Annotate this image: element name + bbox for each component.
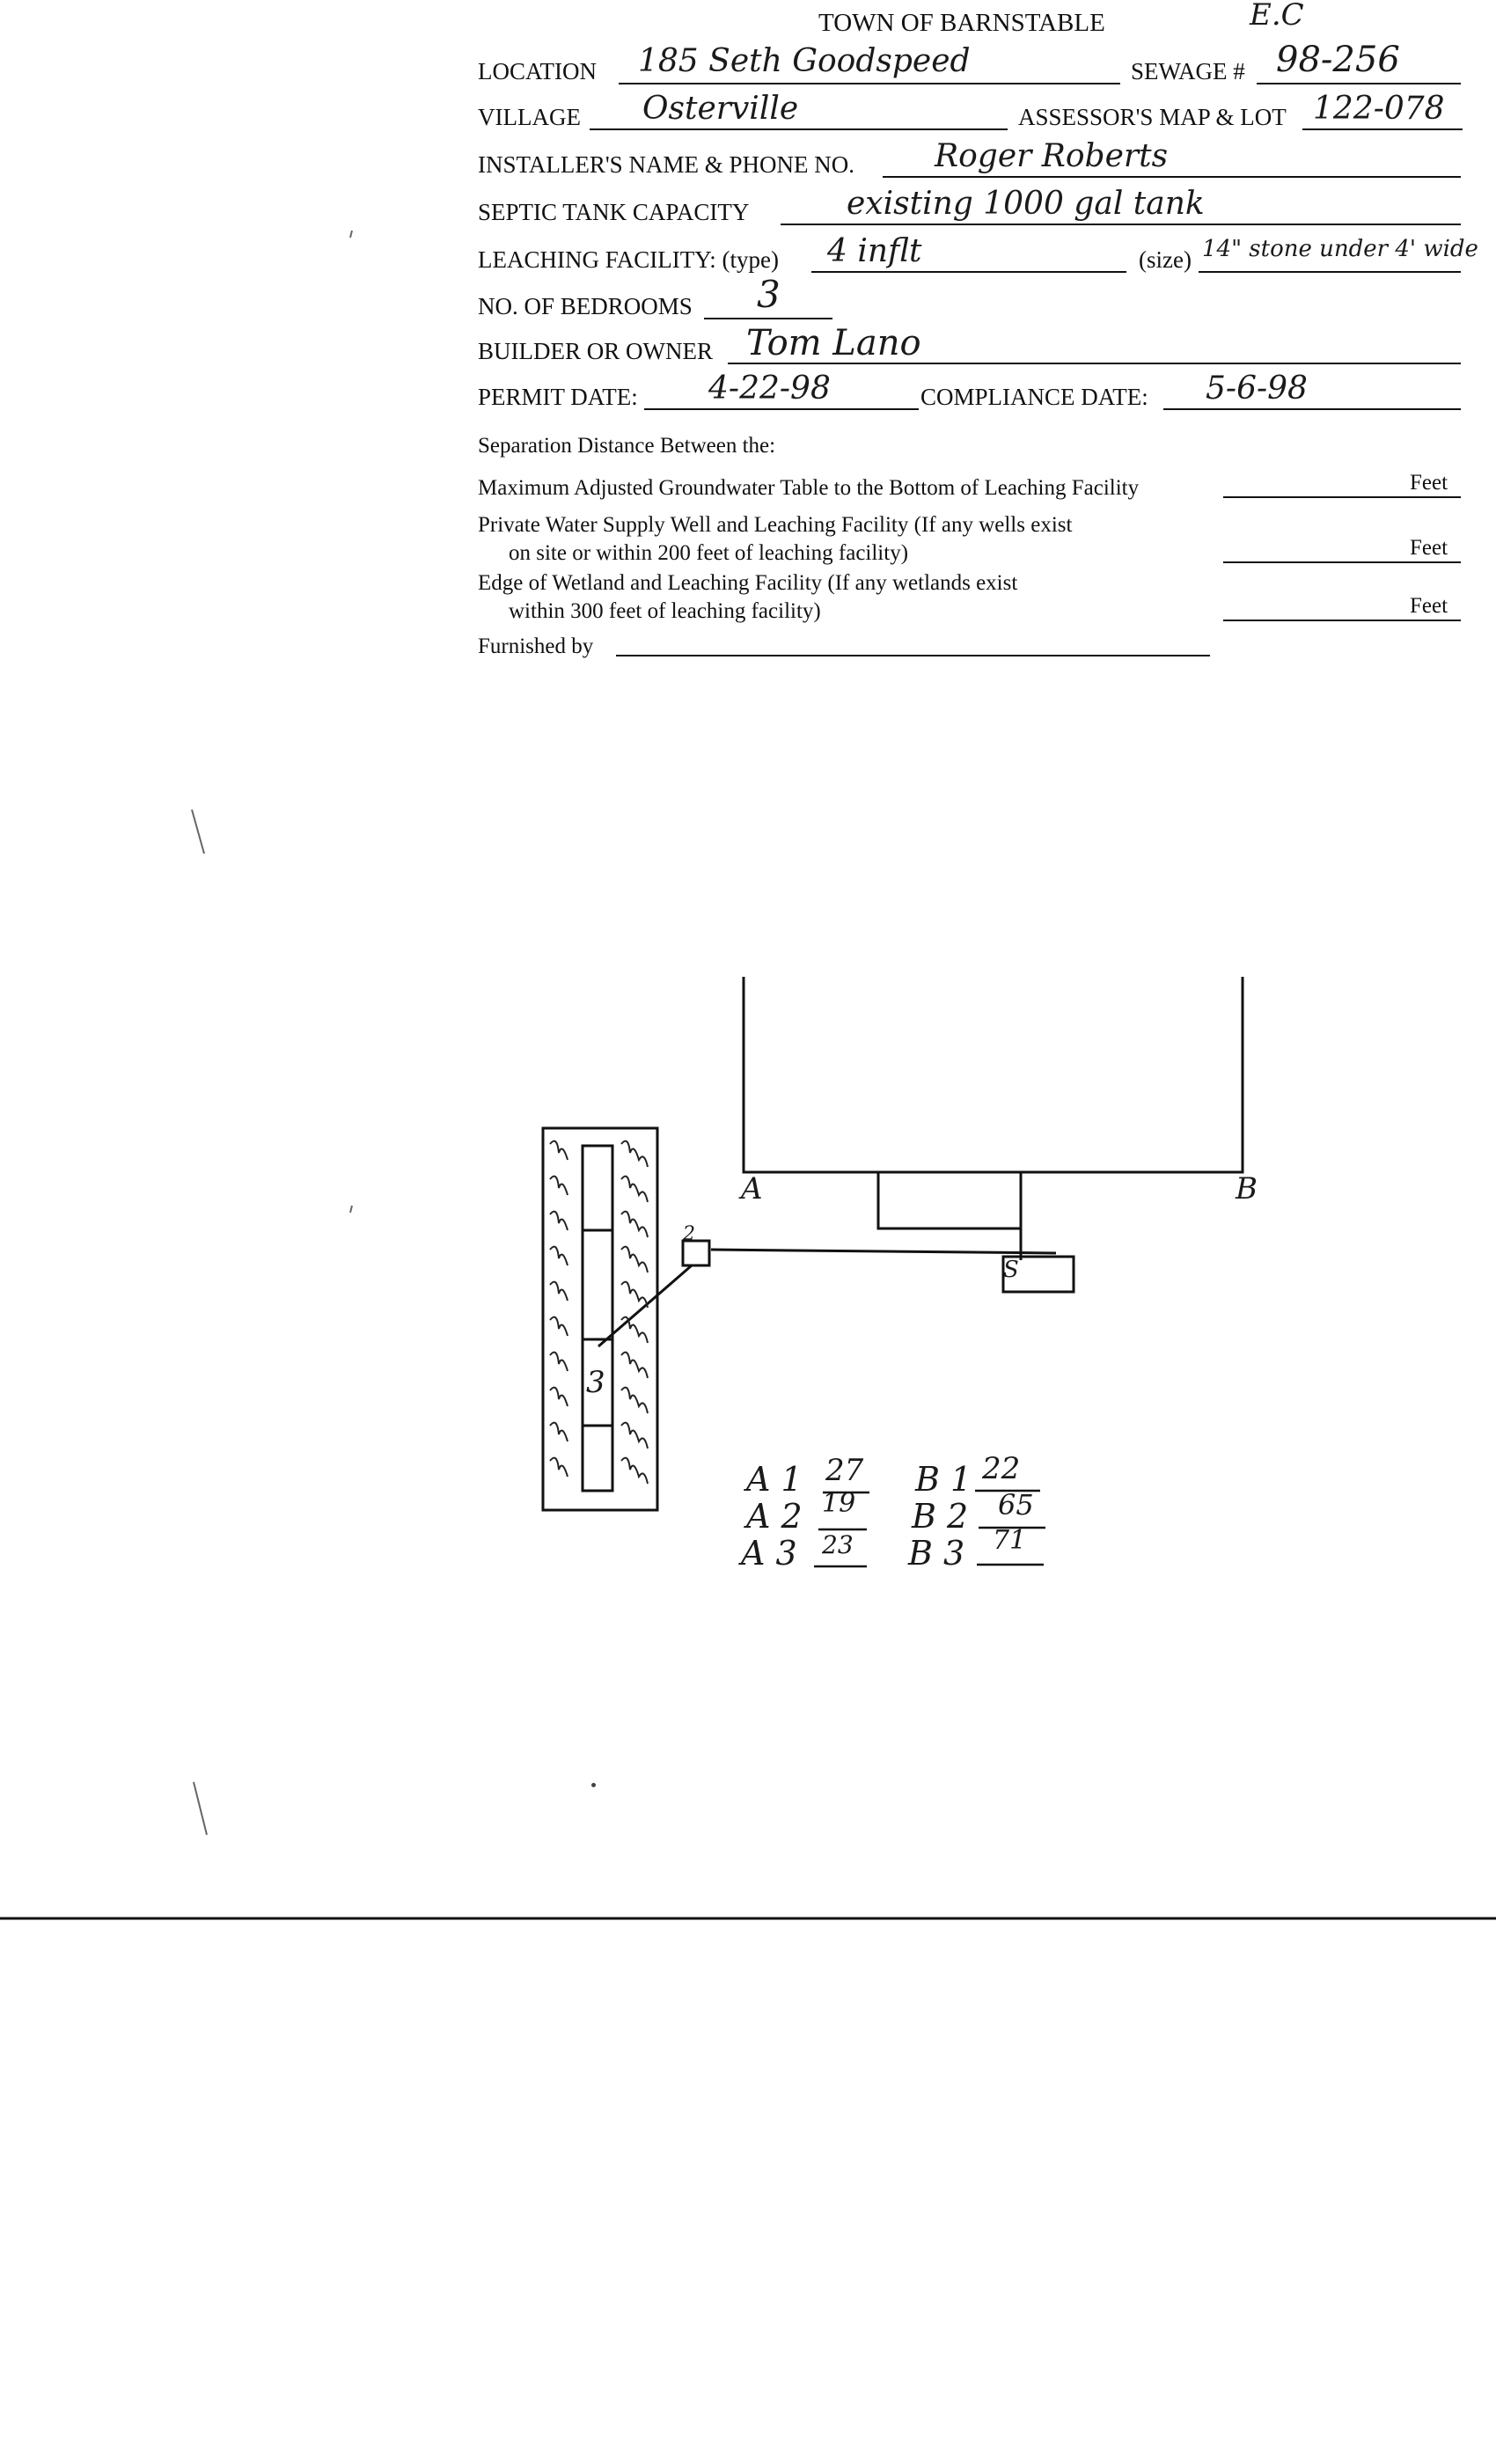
stone-hatching <box>550 1141 648 1484</box>
village-label: VILLAGE <box>478 104 581 130</box>
corner-a-label: A <box>741 1171 763 1206</box>
leaching-type-value[interactable]: 4 inflt <box>827 233 922 269</box>
measure-b3-value: 71 <box>993 1525 1027 1556</box>
bedrooms-label: NO. OF BEDROOMS <box>478 293 693 319</box>
separation-row1-text: Maximum Adjusted Groundwater Table to the Bottom of Leaching Facility <box>478 476 1140 500</box>
leaching-type-label: LEACHING FACILITY: (type) <box>478 246 779 273</box>
dbox-label: 2 <box>683 1223 695 1245</box>
location-value[interactable]: 185 Seth Goodspeed <box>638 43 971 79</box>
measure-a1-value: 27 <box>825 1453 864 1488</box>
scan-marks <box>192 231 352 1835</box>
location-label: LOCATION <box>478 58 597 84</box>
permit-date-value[interactable]: 4-22-98 <box>708 370 831 407</box>
compliance-date-value[interactable]: 5-6-98 <box>1206 370 1308 407</box>
measure-a3-value: 23 <box>822 1530 854 1559</box>
house-outline <box>744 977 1243 1172</box>
tank-letter: S <box>1003 1257 1019 1283</box>
leaching-size-label: (size) <box>1139 246 1192 273</box>
bedrooms-value[interactable]: 3 <box>757 273 781 316</box>
tank-value[interactable]: existing 1000 gal tank <box>847 186 1205 222</box>
separation-row3-line1: Edge of Wetland and Leaching Facility (If any wetlands exist <box>478 571 1018 595</box>
trench-label: 3 <box>586 1365 605 1400</box>
measure-b1-value: 22 <box>982 1451 1021 1486</box>
map-lot-value[interactable]: 122-078 <box>1313 91 1445 127</box>
compliance-date-label: COMPLIANCE DATE: <box>920 384 1148 410</box>
owner-value[interactable]: Tom Lano <box>746 323 921 363</box>
separation-row1-unit: Feet <box>1410 471 1448 495</box>
installer-label: INSTALLER'S NAME & PHONE NO. <box>478 151 854 178</box>
separation-row3-line2: within 300 feet of leaching facility) <box>509 599 821 623</box>
separation-row2-unit: Feet <box>1410 536 1448 560</box>
measure-a2-value: 19 <box>822 1488 856 1519</box>
form-title: TOWN OF BARNSTABLE <box>818 9 1105 37</box>
sewage-value[interactable]: 98-256 <box>1276 40 1400 80</box>
leaching-trench-inner <box>583 1146 612 1491</box>
separation-row2-line1: Private Water Supply Well and Leaching Facility (If any wells exist <box>478 513 1073 537</box>
scan-speck <box>591 1783 596 1787</box>
septic-tank-rect <box>878 1172 1021 1228</box>
sewage-label: SEWAGE # <box>1131 58 1245 84</box>
measure-b2-label: B 2 <box>912 1497 969 1536</box>
measure-a1-label: A 1 <box>746 1460 803 1499</box>
measure-a2-label: A 2 <box>746 1497 803 1536</box>
map-lot-label: ASSESSOR'S MAP & LOT <box>1018 104 1287 130</box>
measure-b3-label: B 3 <box>908 1534 965 1573</box>
separation-row2-line2: on site or within 200 feet of leaching facility) <box>509 541 909 565</box>
measure-a3-label: A 3 <box>741 1534 797 1573</box>
installer-value[interactable]: Roger Roberts <box>935 138 1169 174</box>
measure-b2-value: 65 <box>998 1488 1034 1522</box>
tank-label: SEPTIC TANK CAPACITY <box>478 199 750 225</box>
leaching-size-value[interactable]: 14" stone under 4' wide <box>1202 236 1478 262</box>
permit-date-label: PERMIT DATE: <box>478 384 638 410</box>
owner-label: BUILDER OR OWNER <box>478 338 713 364</box>
separation-heading: Separation Distance Between the: <box>478 434 776 458</box>
measure-b1-label: B 1 <box>915 1460 972 1499</box>
village-value[interactable]: Osterville <box>642 91 799 127</box>
pipe-line <box>711 1250 1056 1253</box>
corner-b-label: B <box>1236 1171 1258 1206</box>
furnished-by-label: Furnished by <box>478 634 594 658</box>
corner-initials: E.C <box>1250 0 1304 33</box>
separation-row3-unit: Feet <box>1410 594 1448 618</box>
